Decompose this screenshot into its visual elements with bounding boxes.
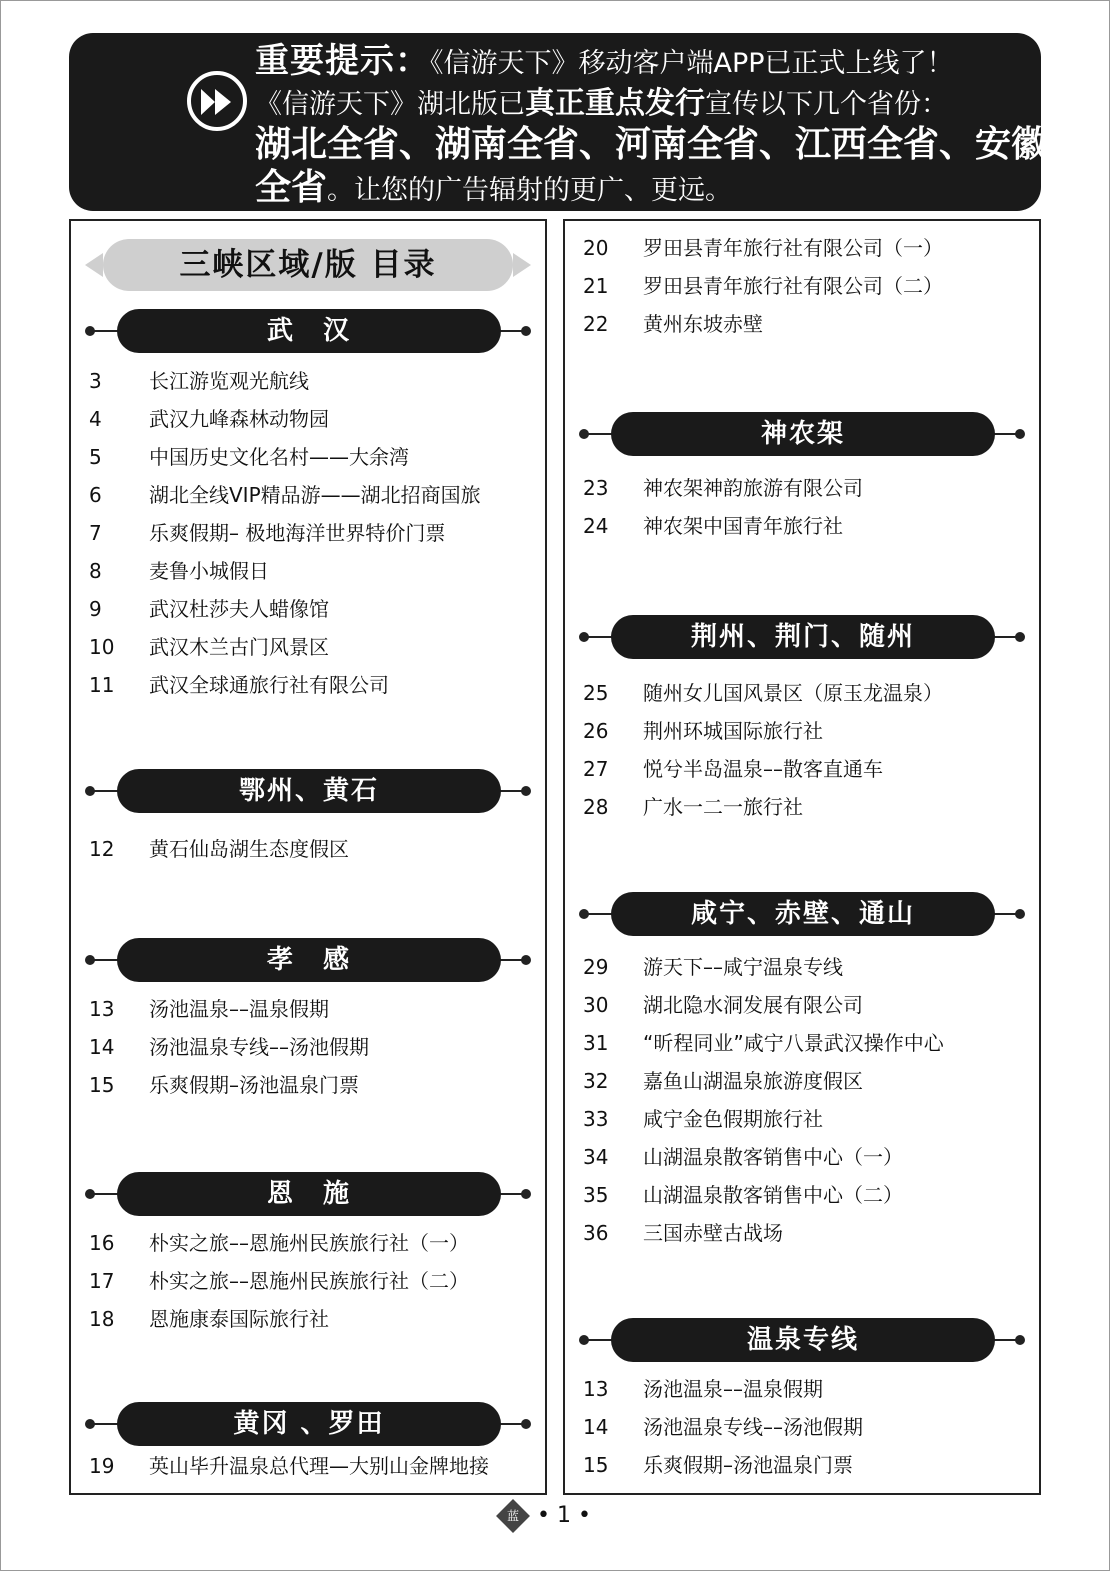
page-ref: 3: [89, 369, 102, 393]
toc-entry[interactable]: [71, 1304, 545, 1334]
toc-entry[interactable]: [71, 594, 545, 624]
page-ref: 9: [89, 597, 102, 621]
toc-entry[interactable]: [71, 834, 545, 864]
page-ref: 21: [583, 274, 609, 298]
section-header: [71, 1172, 545, 1216]
toc-entry[interactable]: [71, 556, 545, 586]
toc-entry[interactable]: [565, 716, 1039, 746]
toc-entry[interactable]: [565, 1412, 1039, 1442]
toc-entry[interactable]: [71, 1451, 545, 1481]
dot-icon: [85, 786, 95, 796]
toc-entry[interactable]: [71, 994, 545, 1024]
toc-entry[interactable]: [71, 404, 545, 434]
notice-app-text: 《信游天下》移动客户端APP已正式上线了！: [430, 48, 954, 79]
page-ref: 11: [89, 673, 115, 697]
page-number: • 1 •: [537, 1503, 591, 1528]
notice-label: 重要提示：: [255, 41, 430, 81]
entry-title: 罗田县青年旅行社有限公司（二）: [643, 274, 943, 298]
section-title: 武 汉: [117, 309, 501, 353]
dot-icon: [579, 632, 589, 642]
page-ref: 22: [583, 312, 609, 336]
entry-title: 朴实之旅––恩施州民族旅行社（一）: [149, 1231, 469, 1255]
toc-entry[interactable]: [565, 754, 1039, 784]
page-ref: 14: [583, 1415, 609, 1439]
section-title: 黄冈 、罗田: [117, 1402, 501, 1446]
toc-entry[interactable]: [565, 271, 1039, 301]
toc-entry[interactable]: [71, 1032, 545, 1062]
section-header: [71, 938, 545, 982]
dot-icon: [1015, 632, 1025, 642]
toc-left-column: [69, 219, 547, 1495]
toc-entry[interactable]: [565, 1180, 1039, 1210]
entry-title: 游天下––咸宁温泉专线: [643, 955, 843, 979]
section-title: 咸宁、赤壁、通山: [611, 892, 995, 936]
entry-title: 嘉鱼山湖温泉旅游度假区: [643, 1069, 863, 1093]
entry-title: 湖北全线VIP精品游——湖北招商国旅: [149, 483, 481, 507]
entry-title: 随州女儿国风景区（原玉龙温泉）: [643, 681, 943, 705]
page-ref: 15: [89, 1073, 115, 1097]
section-title: 鄂州、黄石: [117, 769, 501, 813]
dot-icon: [1015, 429, 1025, 439]
dot-icon: [1015, 909, 1025, 919]
notice-line-3: [187, 124, 1048, 168]
toc-right-column: [563, 219, 1041, 1495]
entry-title: 恩施康泰国际旅行社: [149, 1307, 329, 1331]
page-ref: 35: [583, 1183, 609, 1207]
section-header: [71, 769, 545, 813]
entry-title: 山湖温泉散客销售中心（二）: [643, 1183, 903, 1207]
entry-title: 乐爽假期–汤池温泉门票: [643, 1453, 853, 1477]
dot-icon: [1015, 1335, 1025, 1345]
page-ref: 16: [89, 1231, 115, 1255]
entry-title: 朴实之旅––恩施州民族旅行社（二）: [149, 1269, 469, 1293]
page-ref: 36: [583, 1221, 609, 1245]
arrow-circle-icon: [187, 71, 247, 131]
toc-entry[interactable]: [565, 952, 1039, 982]
toc-entry[interactable]: [71, 632, 545, 662]
page-ref: 20: [583, 236, 609, 260]
page-ref: 26: [583, 719, 609, 743]
entry-title: 湖北隐水洞发展有限公司: [643, 993, 863, 1017]
entry-title: 荆州环城国际旅行社: [643, 719, 823, 743]
entry-title: 武汉九峰森林动物园: [149, 407, 329, 431]
toc-entry[interactable]: [71, 366, 545, 396]
entry-title: 黄石仙岛湖生态度假区: [149, 837, 349, 861]
toc-entry[interactable]: [565, 1374, 1039, 1404]
page-ref: 8: [89, 559, 102, 583]
page-ref: 14: [89, 1035, 115, 1059]
notice-line-2: 《信游天下》湖北版已真正重点发行宣传以下几个省份：: [255, 86, 948, 121]
edition-badge: 蓝: [496, 1499, 530, 1533]
toc-entry[interactable]: [565, 990, 1039, 1020]
toc-entry[interactable]: [565, 473, 1039, 503]
section-header: [565, 412, 1039, 456]
entry-title: 广水一二一旅行社: [643, 795, 803, 819]
page-ref: 33: [583, 1107, 609, 1131]
notice-provinces: 湖北全省、湖南全省、河南全省、江西全省、安徽: [255, 124, 1048, 165]
entry-title: 武汉全球通旅行社有限公司: [149, 673, 389, 697]
entry-title: 汤池温泉––温泉假期: [643, 1377, 823, 1401]
section-header: [565, 892, 1039, 936]
entry-title: 悦兮半岛温泉––散客直通车: [643, 757, 883, 781]
toc-entry[interactable]: [565, 1450, 1039, 1480]
entry-title: 汤池温泉专线––汤池假期: [149, 1035, 369, 1059]
page-ref: 17: [89, 1269, 115, 1293]
page-ref: 5: [89, 445, 102, 469]
toc-entry[interactable]: [565, 1218, 1039, 1248]
page-ref: 30: [583, 993, 609, 1017]
page-ref: 18: [89, 1307, 115, 1331]
entry-title: 英山毕升温泉总代理—大别山金牌地接: [149, 1454, 489, 1478]
entry-title: 乐爽假期– 极地海洋世界特价门票: [149, 521, 446, 545]
dot-icon: [521, 786, 531, 796]
toc-entry[interactable]: [71, 1070, 545, 1100]
section-title: 孝 感: [117, 938, 501, 982]
toc-entry[interactable]: [565, 1142, 1039, 1172]
dot-icon: [521, 955, 531, 965]
entry-title: 神农架神韵旅游有限公司: [643, 476, 863, 500]
entry-title: 中国历史文化名村——大余湾: [149, 445, 409, 469]
page-ref: 6: [89, 483, 102, 507]
page-ref: 34: [583, 1145, 609, 1169]
page-ref: 24: [583, 514, 609, 538]
entry-title: “昕程同业”咸宁八景武汉操作中心: [643, 1031, 944, 1055]
page-ref: 23: [583, 476, 609, 500]
page-footer: [501, 1501, 591, 1531]
section-header: [565, 1318, 1039, 1362]
page-ref: 25: [583, 681, 609, 705]
dot-icon: [85, 1419, 95, 1429]
page-ref: 10: [89, 635, 115, 659]
toc-entry[interactable]: [71, 1266, 545, 1296]
dot-icon: [85, 955, 95, 965]
entry-title: 汤池温泉––温泉假期: [149, 997, 329, 1021]
toc-entry[interactable]: [565, 233, 1039, 263]
toc-entry[interactable]: [565, 1104, 1039, 1134]
toc-entry[interactable]: [71, 480, 545, 510]
page-ref: 28: [583, 795, 609, 819]
notice-highlight: 真正重点发行: [525, 86, 705, 121]
notice-line-1: [187, 41, 1011, 84]
page-ref: 32: [583, 1069, 609, 1093]
entry-title: 神农架中国青年旅行社: [643, 514, 843, 538]
section-title: 荆州、荆门、随州: [611, 615, 995, 659]
toc-entry[interactable]: [71, 442, 545, 472]
toc-title: 三峡区域/版 目录: [103, 239, 513, 291]
entry-title: 麦鲁小城假日: [149, 559, 269, 583]
section-header: [71, 1402, 545, 1446]
page-ref: 4: [89, 407, 102, 431]
entry-title: 汤池温泉专线––汤池假期: [643, 1415, 863, 1439]
dot-icon: [521, 1419, 531, 1429]
dot-icon: [579, 909, 589, 919]
page-ref: 12: [89, 837, 115, 861]
toc-entry[interactable]: [565, 792, 1039, 822]
dot-icon: [521, 1189, 531, 1199]
entry-title: 黄州东坡赤壁: [643, 312, 763, 336]
section-header: [71, 309, 545, 353]
dot-icon: [579, 1335, 589, 1345]
toc-entry[interactable]: [565, 678, 1039, 708]
page-ref: 31: [583, 1031, 609, 1055]
page-ref: 7: [89, 521, 102, 545]
notice-banner: [69, 33, 1048, 211]
page-ref: 13: [583, 1377, 609, 1401]
toc-entry[interactable]: [71, 670, 545, 700]
dot-icon: [85, 1189, 95, 1199]
section-title: 恩 施: [117, 1172, 501, 1216]
entry-title: 长江游览观光航线: [149, 369, 309, 393]
section-title: 温泉专线: [611, 1318, 995, 1362]
toc-entry[interactable]: [565, 1066, 1039, 1096]
toc-entry[interactable]: [565, 1028, 1039, 1058]
entry-title: 乐爽假期–汤池温泉门票: [149, 1073, 359, 1097]
toc-entry[interactable]: [71, 1228, 545, 1258]
page-ref: 19: [89, 1454, 115, 1478]
section-header: [565, 615, 1039, 659]
entry-title: 武汉杜莎夫人蜡像馆: [149, 597, 329, 621]
section-title: 神农架: [611, 412, 995, 456]
dot-icon: [85, 326, 95, 336]
entry-title: 罗田县青年旅行社有限公司（一）: [643, 236, 943, 260]
entry-title: 咸宁金色假期旅行社: [643, 1107, 823, 1131]
entry-title: 武汉木兰古门风景区: [149, 635, 329, 659]
entry-title: 山湖温泉散客销售中心（一）: [643, 1145, 903, 1169]
toc-entry[interactable]: [71, 518, 545, 548]
dot-icon: [579, 429, 589, 439]
page-ref: 15: [583, 1453, 609, 1477]
page-ref: 27: [583, 757, 609, 781]
notice-line-4: 全省。让您的广告辐射的更广、更远。: [255, 167, 733, 208]
dot-icon: [521, 326, 531, 336]
entry-title: 三国赤壁古战场: [643, 1221, 783, 1245]
toc-entry[interactable]: [565, 511, 1039, 541]
page-ref: 13: [89, 997, 115, 1021]
page-ref: 29: [583, 955, 609, 979]
toc-entry[interactable]: [565, 309, 1039, 339]
